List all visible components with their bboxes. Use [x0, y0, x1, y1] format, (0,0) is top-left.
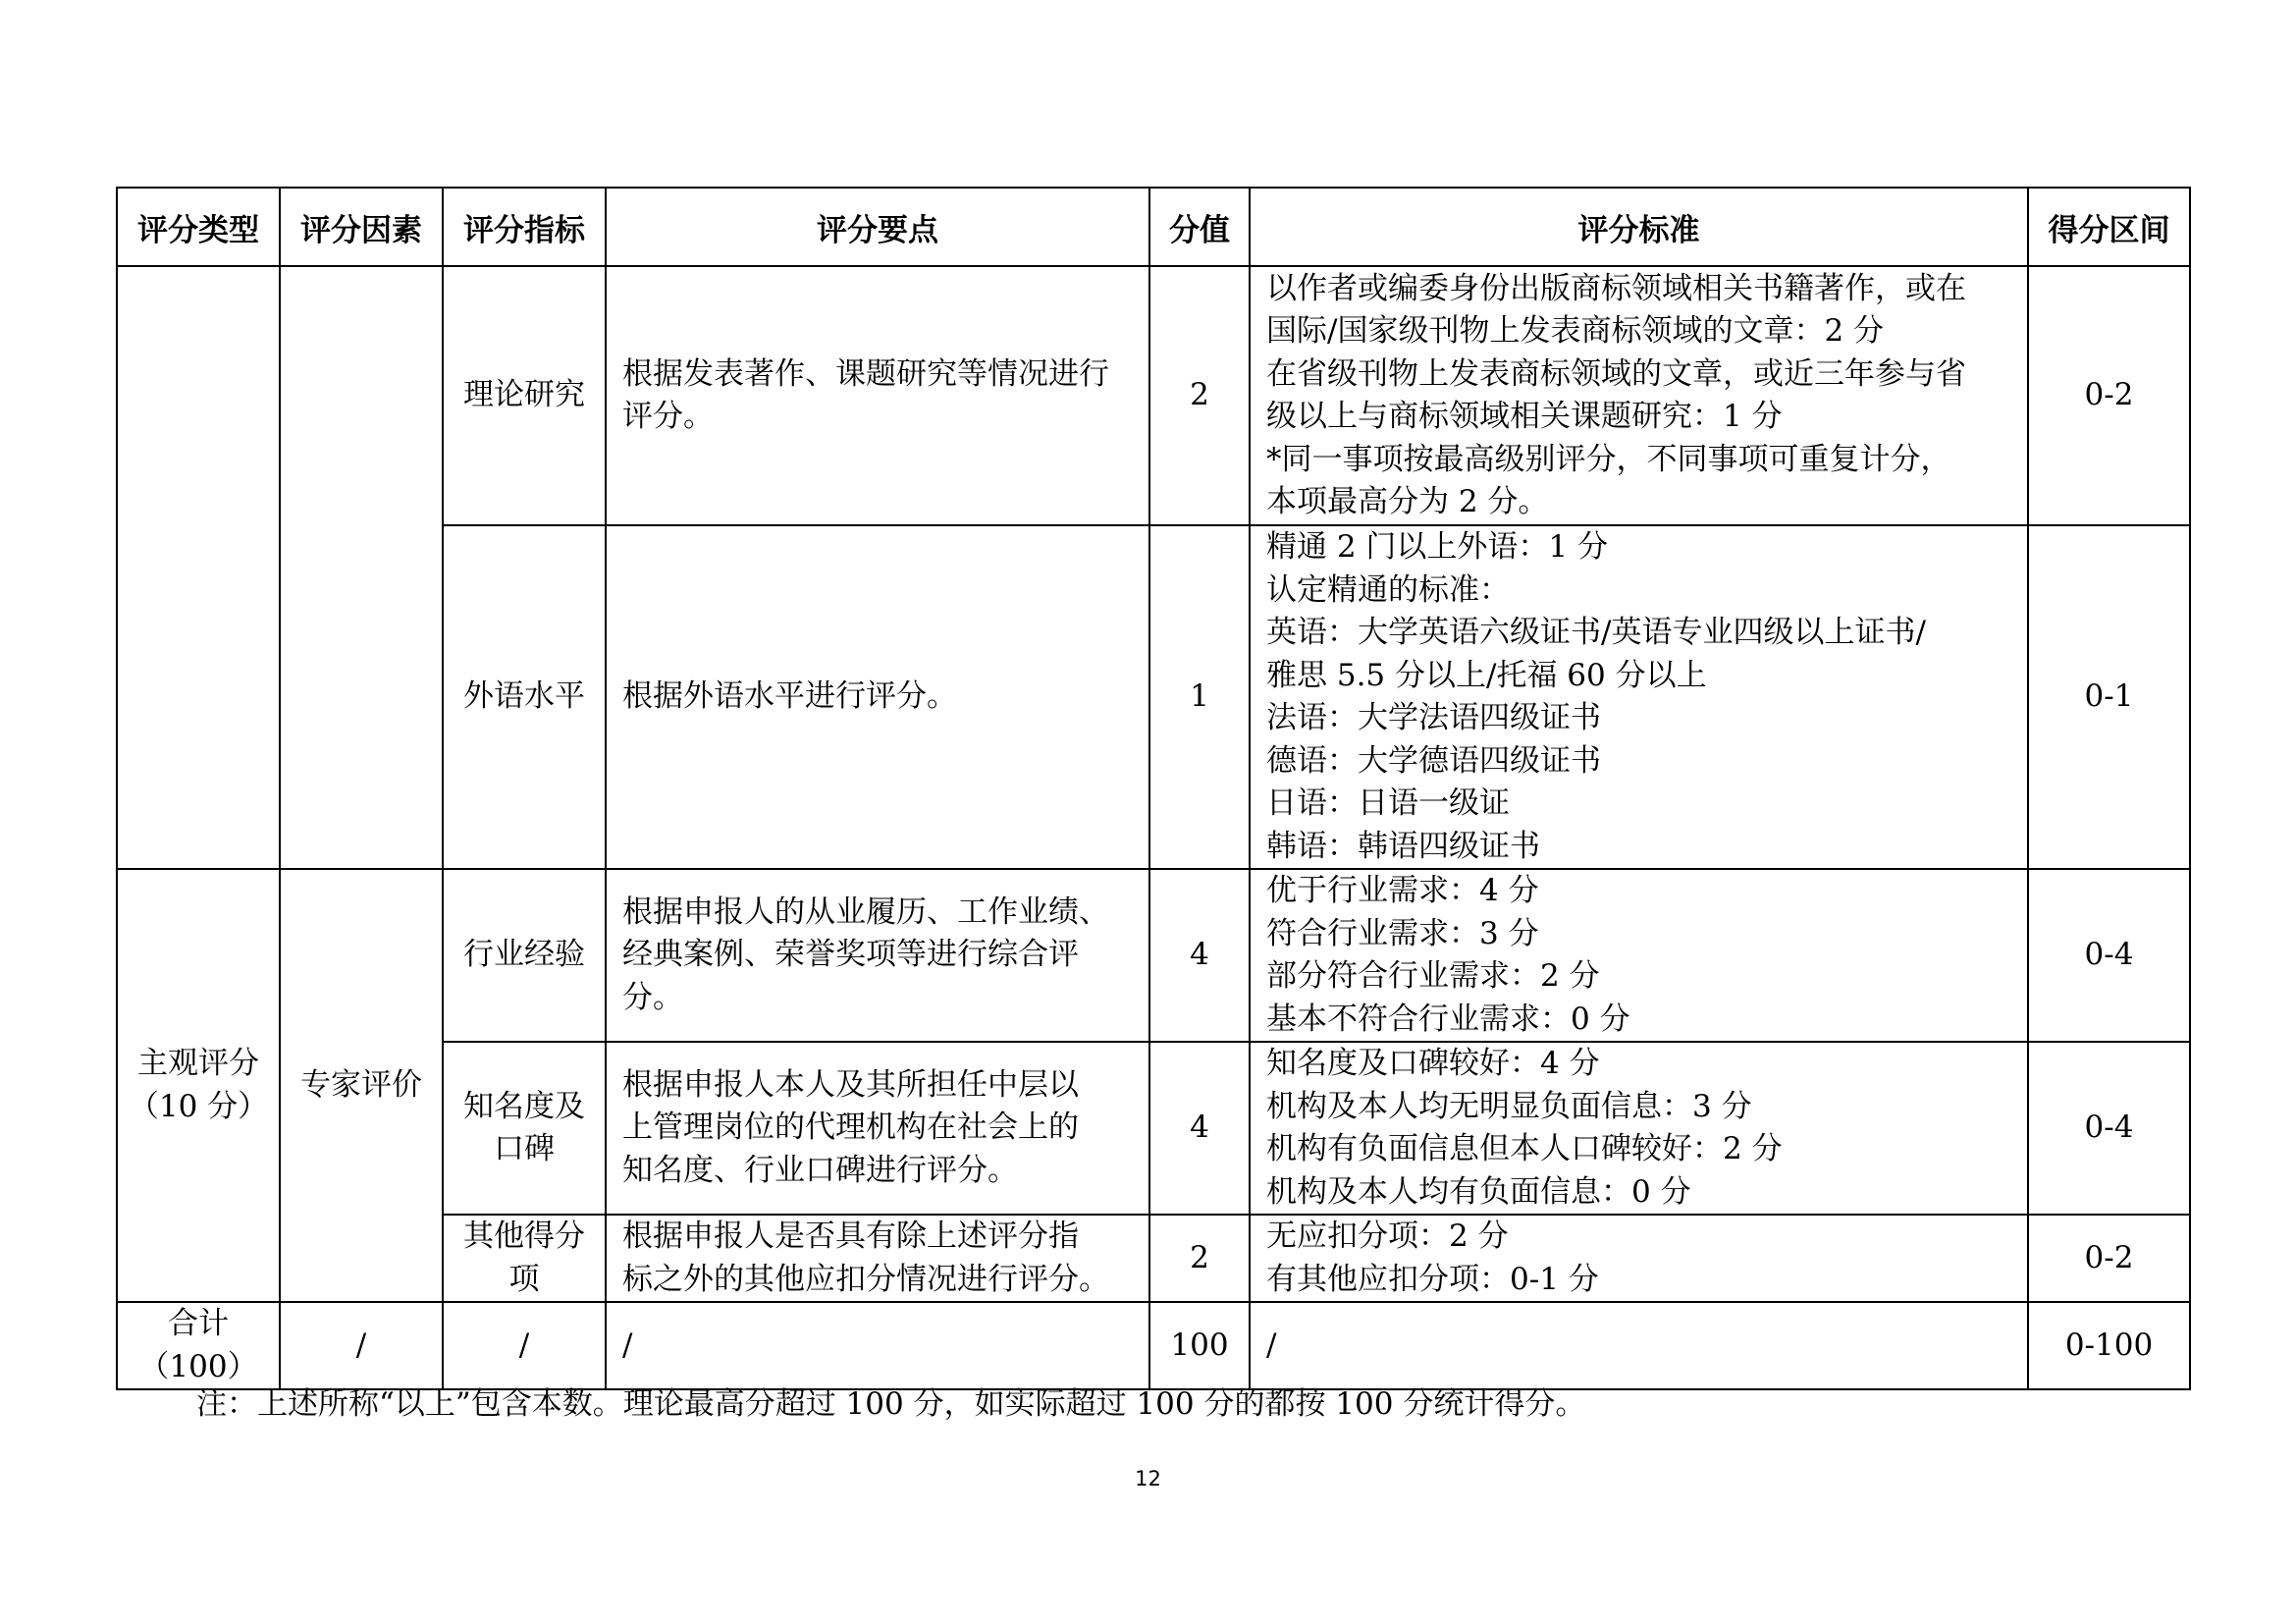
subjective-type-cell: 主观评分 （10 分）: [117, 869, 280, 1302]
criteria-cell: 精通 2 门以上外语：1 分 认定精通的标准： 英语：大学英语六级证书/英语专业四级以上证书/ 雅思 5.5 分以上/托福 60 分以上 法语：大学法语四级证书 德语：大学德语四级证书 日语：日语一级证 韩语：韩语四级证书: [1250, 525, 2028, 869]
total-value-cell: 100: [1149, 1302, 1250, 1389]
table-row: [117, 869, 2190, 1042]
header-score-criteria: 评分标准: [1250, 188, 2028, 266]
scoring-table: [116, 187, 2191, 1390]
range-cell: 0-4: [2028, 869, 2190, 1042]
range-cell: 0-2: [2028, 1215, 2190, 1302]
points-cell: 根据申报人的从业履历、工作业绩、 经典案例、荣誉奖项等进行综合评 分。: [606, 869, 1149, 1042]
value-cell: 2: [1149, 1215, 1250, 1302]
subjective-factor-cell: 专家评价: [280, 869, 443, 1302]
header-score-indicator: 评分指标: [443, 188, 606, 266]
total-criteria-cell: /: [1250, 1302, 2028, 1389]
total-row: [117, 1302, 2190, 1389]
empty-factor-cell: [280, 266, 443, 869]
table-row: [117, 266, 2190, 525]
header-score-type: 评分类型: [117, 188, 280, 266]
total-indicator-cell: /: [443, 1302, 606, 1389]
total-range-cell: 0-100: [2028, 1302, 2190, 1389]
range-cell: 0-4: [2028, 1042, 2190, 1215]
empty-type-cell: [117, 266, 280, 869]
range-cell: 0-2: [2028, 266, 2190, 525]
header-score-value: 分值: [1149, 188, 1250, 266]
criteria-cell: 无应扣分项：2 分 有其他应扣分项：0-1 分: [1250, 1215, 2028, 1302]
points-cell: 根据申报人本人及其所担任中层以 上管理岗位的代理机构在社会上的 知名度、行业口碑进行评分。: [606, 1042, 1149, 1215]
indicator-cell: 行业经验: [443, 869, 606, 1042]
header-score-range: 得分区间: [2028, 188, 2190, 266]
criteria-cell: 优于行业需求：4 分 符合行业需求：3 分 部分符合行业需求：2 分 基本不符合行业需求：0 分: [1250, 869, 2028, 1042]
footnote: 注：上述所称“以上”包含本数。理论最高分超过 100 分，如实际超过 100 分的都按 100 分统计得分。: [196, 1386, 1586, 1422]
value-cell: 1: [1149, 525, 1250, 869]
page-number: 12: [1135, 1467, 1161, 1490]
criteria-cell: 知名度及口碑较好：4 分 机构及本人均无明显负面信息：3 分 机构有负面信息但本人口碑较好：2 分 机构及本人均有负面信息：0 分: [1250, 1042, 2028, 1215]
indicator-cell: 外语水平: [443, 525, 606, 869]
value-cell: 2: [1149, 266, 1250, 525]
points-cell: 根据申报人是否具有除上述评分指 标之外的其他应扣分情况进行评分。: [606, 1215, 1149, 1302]
points-cell: 根据发表著作、课题研究等情况进行 评分。: [606, 266, 1149, 525]
value-cell: 4: [1149, 869, 1250, 1042]
indicator-cell: 理论研究: [443, 266, 606, 525]
range-cell: 0-1: [2028, 525, 2190, 869]
points-cell: 根据外语水平进行评分。: [606, 525, 1149, 869]
criteria-cell: 以作者或编委身份出版商标领域相关书籍著作，或在 国际/国家级刊物上发表商标领域的文章：2 分 在省级刊物上发表商标领域的文章，或近三年参与省 级以上与商标领域相关课题研究：1 分 *同一事项按最高级别评分，不同事项可重复计分， 本项最高分为 2 分。: [1250, 266, 2028, 525]
total-type-cell: 合计 （100）: [117, 1302, 280, 1389]
header-score-points: 评分要点: [606, 188, 1149, 266]
total-points-cell: /: [606, 1302, 1149, 1389]
header-score-factor: 评分因素: [280, 188, 443, 266]
indicator-cell: 知名度及 口碑: [443, 1042, 606, 1215]
value-cell: 4: [1149, 1042, 1250, 1215]
indicator-cell: 其他得分 项: [443, 1215, 606, 1302]
total-factor-cell: /: [280, 1302, 443, 1389]
header-row: [117, 188, 2190, 266]
